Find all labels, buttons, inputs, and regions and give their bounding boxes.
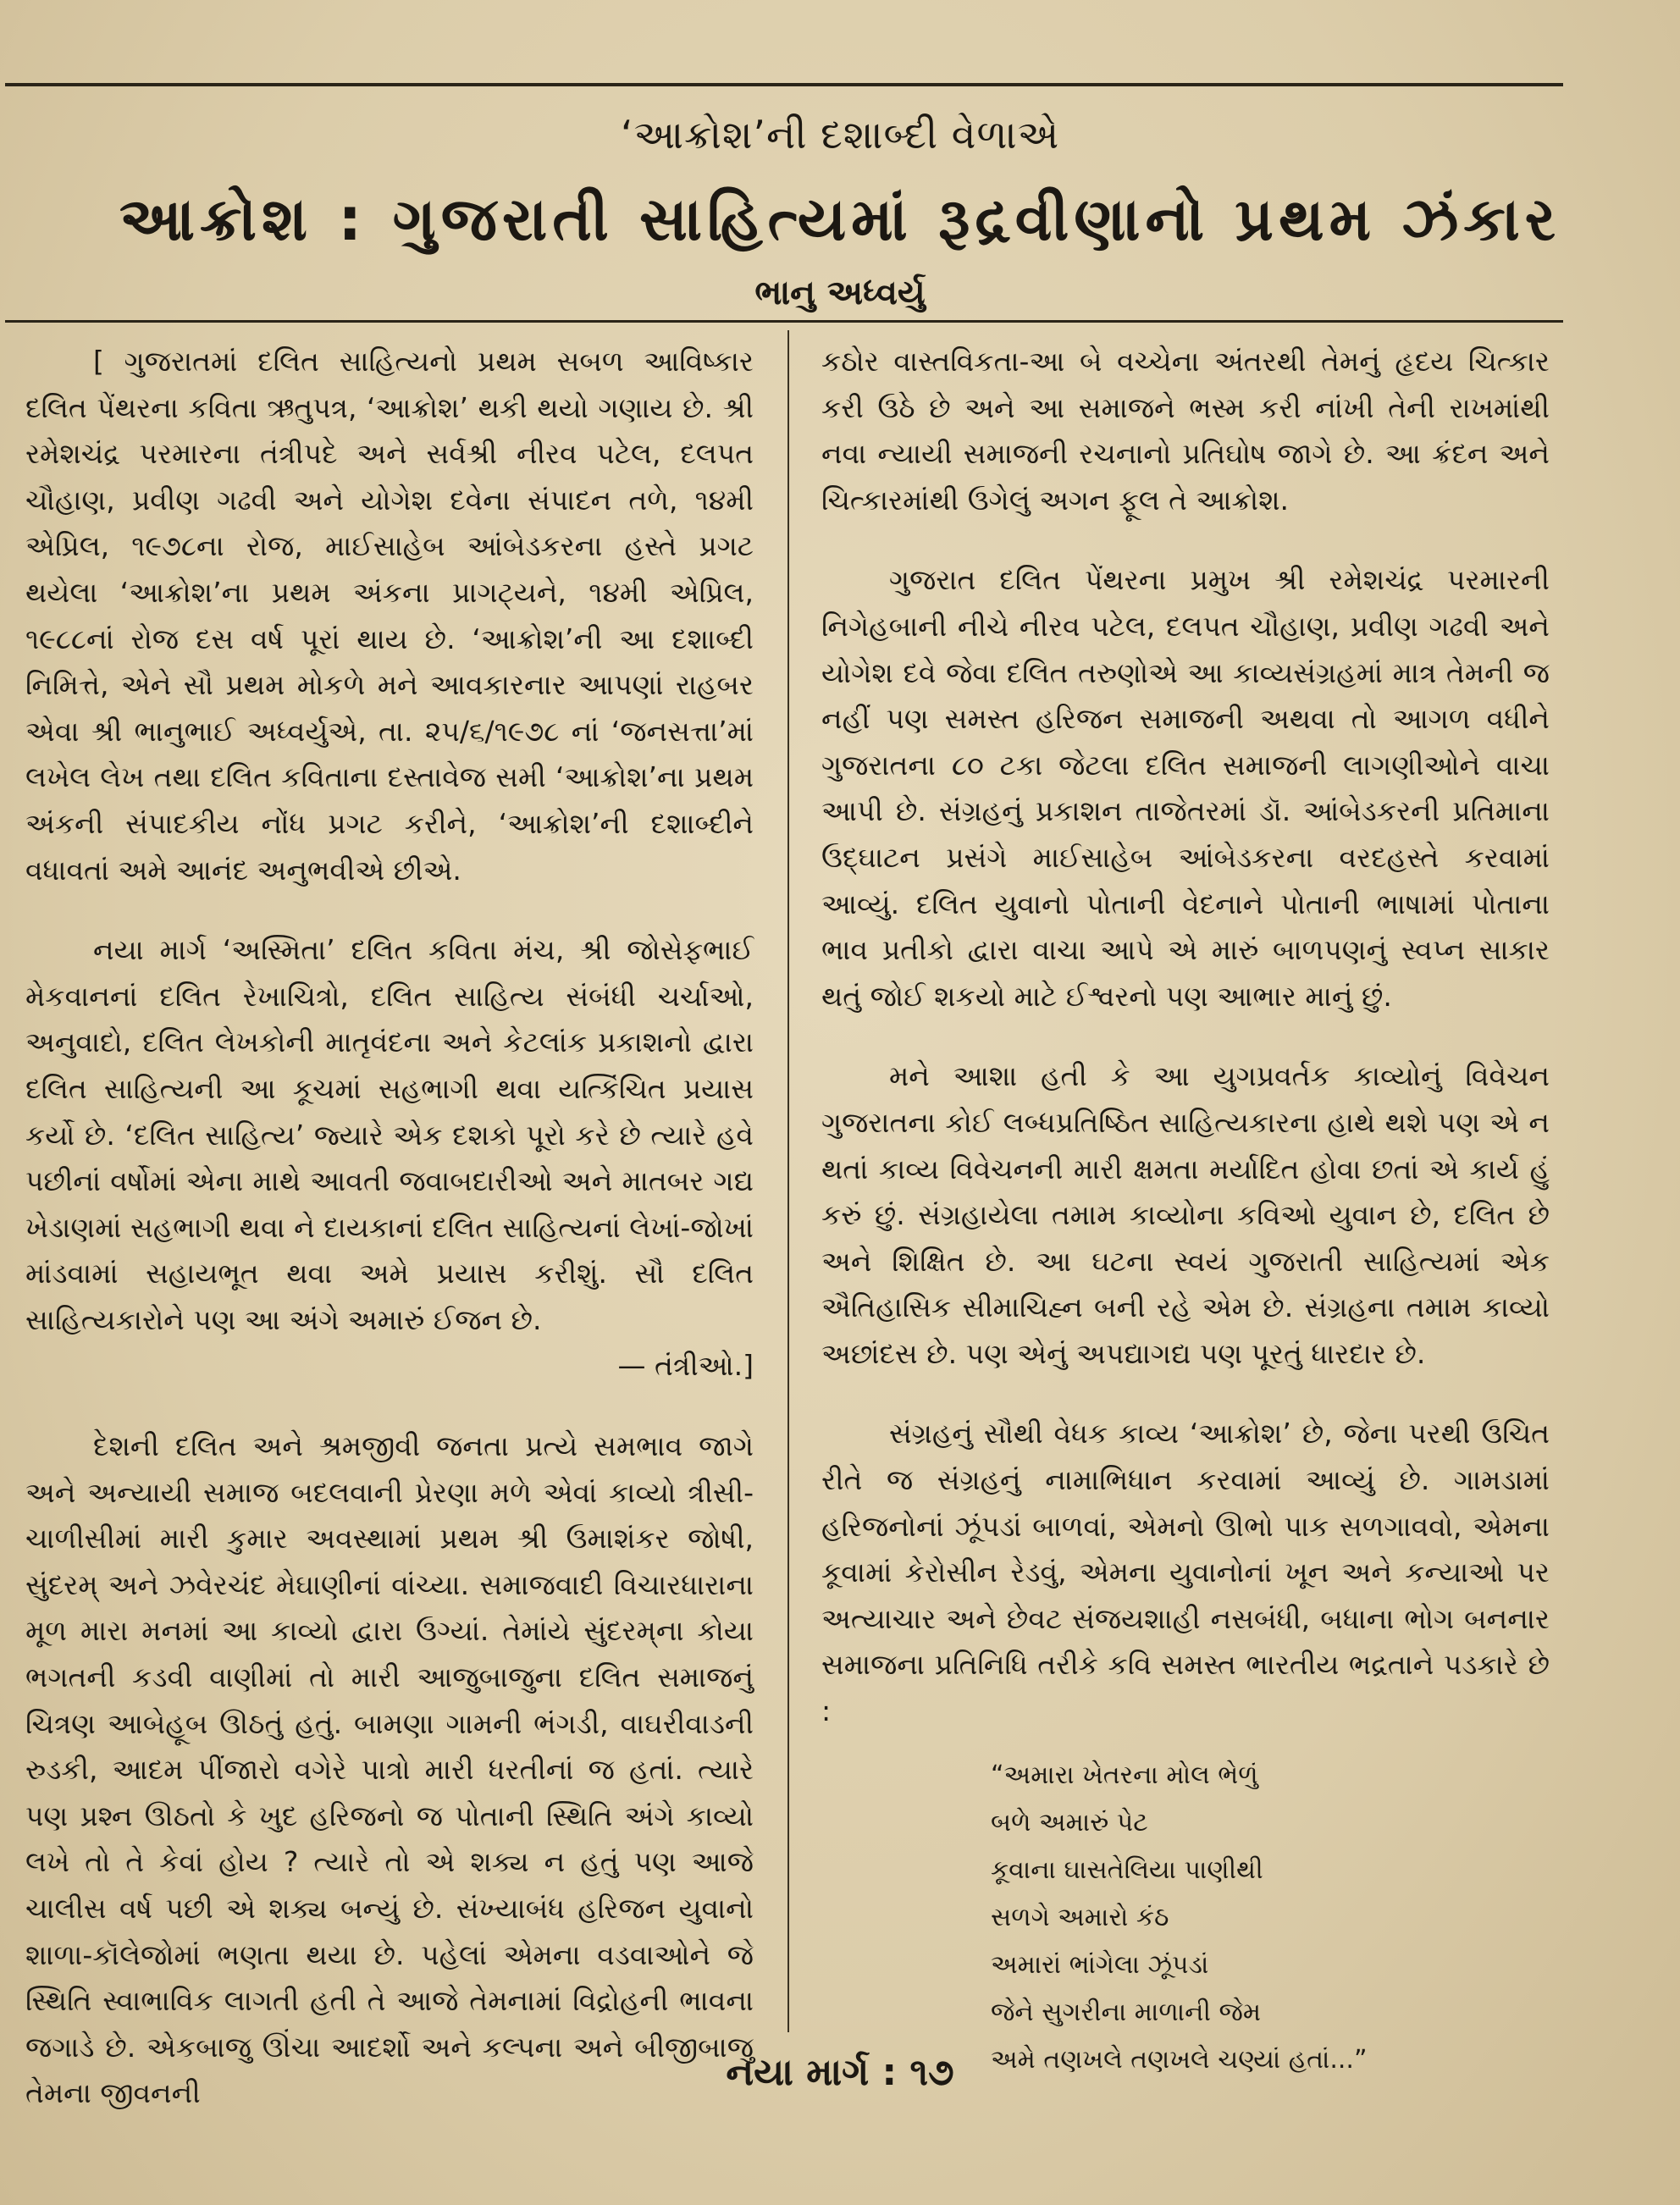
- body-paragraph: સંગ્રહનું સૌથી વેધક કાવ્ય ‘આક્રોશ’ છે, જેના પરથી ઉચિત રીતે જ સંગ્રહનું નામાભિધાન કરવામાં આવ્યું છે. ગામડામાં હરિજનોનાં ઝૂંપડાં બાળવાં, એમનો ઊભો પાક સળગાવવો, એમના કૂવામાં કેરોસીન રેડવું, એમના યુવાનોનાં ખૂન અને કન્યાઓ પર અત્યાચાર અને છેવટ સંજયશાહી નસબંધી, બધાના ભોગ બનનાર સમાજના પ્રતિનિધિ તરીકે કવિ સમસ્ત ભારતીય ભદ્રતાને પડકારે છે :: [821, 1417, 1550, 1728]
- poem-line: અમે તણખલે તણખલે ચણ્યાં હતાં...”: [991, 2044, 1368, 2075]
- top-rule: [5, 83, 1563, 86]
- poem-line: કૂવાના ઘાસતેલિયા પાણીથી: [991, 1854, 1263, 1885]
- author-byline: ભાનુ અધ્વર્યુ: [754, 274, 926, 312]
- poem-line: અમારાં ભાંગેલા ઝૂંપડાં: [991, 1949, 1209, 1980]
- editor-note-continued: નયા માર્ગ ‘અસ્મિતા’ દલિત કવિતા મંચ, શ્રી જોસેફભાઈ મેકવાનનાં દલિત રેખાચિત્રો, દલિત સાહિત્ય સંબંધી ચર્ચાઓ, અનુવાદો, દલિત લેખકોની માતૃવંદના અને કેટલાંક પ્રકાશનો દ્વારા દલિત સાહિત્યની આ કૂચમાં સહભાગી થવા યત્કિંચિત પ્રયાસ કર્યો છે. ‘દલિત સાહિત્ય’ જ્યારે એક દશકો પૂરો કરે છે ત્યારે હવે પછીનાં વર્ષોમાં એના માથે આવતી જવાબદારીઓ અને માતબર ગદ્ય ખેડાણમાં સહભાગી થવા ને દાયકાનાં દલિત સાહિત્યનાં લેખાં-જોખાં માંડવામાં સહાયભૂત થવા અમે પ્રયાસ કરીશું. સૌ દલિત સાહિત્યકારોને પણ આ અંગે અમારું ઈજન છે.: [25, 933, 754, 1336]
- editor-note: [ ગુજરાતમાં દલિત સાહિત્યનો પ્રથમ સબળ આવિષ્કાર દલિત પેંથરના કવિતા ઋતુપત્ર, ‘આક્રોશ’ થકી થયો ગણાય છે. શ્રી રમેશચંદ્ર પરમારના તંત્રીપદે અને સર્વશ્રી નીરવ પટેલ, દલપત ચૌહાણ, પ્રવીણ ગઢવી અને યોગેશ દવેના સંપાદન તળે, ૧૪મી એપ્રિલ, ૧૯૭૮ના રોજ, માઈસાહેબ આંબેડકરના હસ્તે પ્રગટ થયેલા ‘આક્રોશ’ના પ્રથમ અંકના પ્રાગટ્યને, ૧૪મી એપ્રિલ, ૧૯૮૮નાં રોજ દસ વર્ષ પૂરાં થાય છે. ‘આક્રોશ’ની આ દશાબ્દી નિમિત્તે, એને સૌ પ્રથમ મોકળે મને આવકારનાર આપણાં રાહબર એવા શ્રી ભાનુભાઈ અધ્વર્યુએ, તા. ૨૫/૬/૧૯૭૮ નાં ‘જનસત્તા’માં લખેલ લેખ તથા દલિત કવિતાના દસ્તાવેજ સમી ‘આક્રોશ’ના પ્રથમ અંકની સંપાદકીય નોંધ પ્રગટ કરીને, ‘આક્રોશ’ની દશાબ્દીને વધાવતાં અમે આનંદ અનુભવીએ છીએ.: [25, 345, 754, 887]
- header-rule: [5, 320, 1563, 323]
- article-title: આક્રોશ : ગુજરાતી સાહિત્યમાં રૂદ્રવીણાનો પ્રથમ ઝંકાર: [119, 185, 1561, 254]
- body-paragraph: ગુજરાત દલિત પેંથરના પ્રમુખ શ્રી રમેશચંદ્ર પરમારની નિગેહબાની નીચે નીરવ પટેલ, દલપત ચૌહાણ, પ્રવીણ ગઢવી અને યોગેશ દવે જેવા દલિત તરુણોએ આ કાવ્યસંગ્રહમાં માત્ર તેમની જ નહીં પણ સમસ્ત હરિજન સમાજની અથવા તો આગળ વધીને ગુજરાતના ૮૦ ટકા જેટલા દલિત સમાજની લાગણીઓને વાચા આપી છે. સંગ્રહનું પ્રકાશન તાજેતરમાં ડૉ. આંબેડકરની પ્રતિમાના ઉદ્ઘાટન પ્રસંગે માઈસાહેબ આંબેડકરના વરદહસ્તે કરવામાં આવ્યું. દલિત યુવાનો પોતાની વેદનાને પોતાની ભાષામાં પોતાના ભાવ પ્રતીકો દ્વારા વાચા આપે એ મારું બાળપણનું સ્વપ્ન સાકાર થતું જોઈ શકયો માટે ઈશ્વરનો પણ આભાર માનું છું.: [821, 563, 1550, 1013]
- poem-quote: [991, 1752, 1550, 2084]
- body-paragraph-continued: કઠોર વાસ્તવિકતા-આ બે વચ્ચેના અંતરથી તેમનું હૃદય ચિત્કાર કરી ઉઠે છે અને આ સમાજને ભસ્મ કરી નાંખી તેની રાખમાંથી નવા ન્યાયી સમાજની રચનાનો પ્રતિઘોષ જાગે છે. આ ક્રંદન અને ચિત્કારમાંથી ઉગેલું અગન ફૂલ તે આક્રોશ.: [821, 345, 1550, 517]
- poem-line: સળગે અમારો કંઠ: [991, 1902, 1169, 1932]
- body-paragraph: મને આશા હતી કે આ યુગપ્રવર્તક કાવ્યોનું વિવેચન ગુજરાતના કોઈ લબ્ધપ્રતિષ્ઠિત સાહિત્યકારના હાથે થશે પણ એ ન થતાં કાવ્ય વિવેચનની મારી ક્ષમતા મર્યાદિત હોવા છતાં એ કાર્ય હું કરું છું. સંગ્રહાયેલા તમામ કાવ્યોના કવિઓ યુવાન છે, દલિત છે અને શિક્ષિત છે. આ ઘટના સ્વયં ગુજરાતી સાહિત્યમાં એક ઐતિહાસિક સીમાચિહ્ન બની રહે એમ છે. સંગ્રહના તમામ કાવ્યો અછાંદસ છે. પણ એનું અપદ્યાગદ્ય પણ પૂરતું ધારદાર છે.: [821, 1059, 1550, 1370]
- page-footer: નયા માર્ગ : ૧૭: [726, 2051, 954, 2094]
- column-divider: [788, 330, 789, 2032]
- body-paragraph: દેશની દલિત અને શ્રમજીવી જનતા પ્રત્યે સમભાવ જાગે અને અન્યાયી સમાજ બદલવાની પ્રેરણા મળે એવાં કાવ્યો ત્રીસી-ચાળીસીમાં મારી કુમાર અવસ્થામાં પ્રથમ શ્રી ઉમાશંકર જોષી, સુંદરમ્ અને ઝવેરચંદ મેઘાણીનાં વાંચ્યા. સમાજવાદી વિચારધારાના મૂળ મારા મનમાં આ કાવ્યો દ્વારા ઉગ્યાં. તેમાંયે સુંદરમ્‌ના કોયા ભગતની કડવી વાણીમાં તો મારી આજુબાજુના દલિત સમાજનું ચિત્રણ આબેહૂબ ઊઠતું હતું. બામણા ગામની ભંગડી, વાઘરીવાડની રુડકી, આદમ પીંજારો વગેરે પાત્રો મારી ધરતીનાં જ હતાં. ત્યારે પણ પ્રશ્ન ઊઠતો કે ખુદ હરિજનો જ પોતાની સ્થિતિ અંગે કાવ્યો લખે તો તે કેવાં હોય ? ત્યારે તો એ શક્ય ન હતું પણ આજે ચાલીસ વર્ષ પછી એ શક્ય બન્યું છે. સંખ્યાબંધ હરિજન યુવાનો શાળા-કૉલેજોમાં ભણતા થયા છે. પહેલાં એમના વડવાઓને જે સ્થિતિ સ્વાભાવિક લાગતી હતી તે આજે તેમનામાં વિદ્રોહની ભાવના જગાડે છે. એકબાજુ ઊંચા આદર્શો અને કલ્પના અને બીજીબાજુ તેમના જીવનની: [25, 1429, 754, 2110]
- right-column: [821, 339, 1550, 2084]
- poem-line: “અમારા ખેતરના મોલ ભેળું: [991, 1760, 1258, 1790]
- poem-line: બળે અમારું પેટ: [991, 1807, 1148, 1838]
- left-column: [25, 339, 754, 2117]
- editor-signature: — તંત્રીઓ.]: [617, 1349, 754, 1383]
- poem-line: જેને સુગરીના માળાની જેમ: [991, 1997, 1262, 2027]
- kicker: ‘આક્રોશ’ની દશાબ્દી વેળાએ: [620, 112, 1060, 158]
